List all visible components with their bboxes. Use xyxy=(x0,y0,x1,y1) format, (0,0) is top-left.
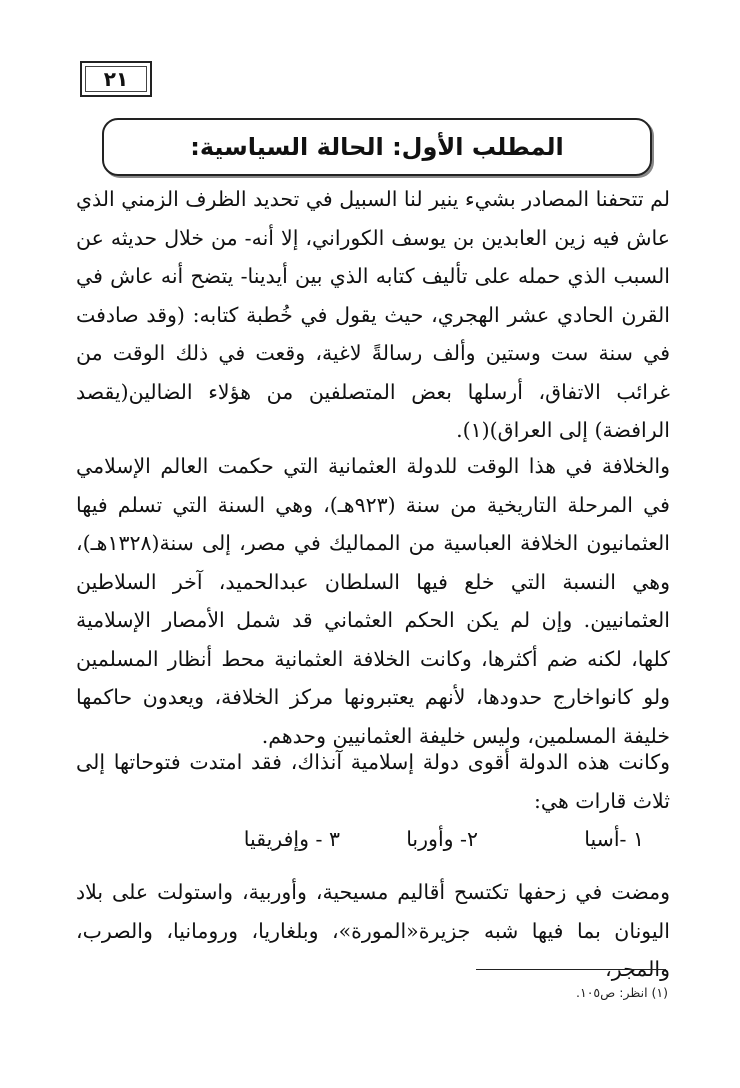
page-number-box xyxy=(80,61,152,97)
section-title-box xyxy=(102,118,652,176)
continents-list xyxy=(76,823,670,861)
footnote: (١) انظر: ص١٠٥. xyxy=(576,985,668,1000)
page-number: ٢١ xyxy=(103,67,129,91)
continent-asia: ١ -أسيا xyxy=(584,827,644,851)
paragraph-2: والخلافة في هذا الوقت للدولة العثمانية التي حكمت العالم الإسلامي في المرحلة التاريخية من سنة (٩٢٣هـ)، وهي السنة التي تسلم فيها العثمانيون الخلافة العباسية من المماليك في مصر، إلى سنة(١٣٢٨هـ)، وهي النسبة التي خلع فيها السلطان عبدالحميد، آخر السلاطين العثمانيين. وإن لم يكن الحكم العثماني قد شمل الأمصار الإسلامية كلها، لكنه ضم أكثرها، وكانت الخلافة العثمانية محط أنظار المسلمين ولو كانواخارج حدودها، لأنهم يعتبرونها مركز الخلافة، ويعدون حاكمها خليفة المسلمين، وليس خليفة العثمانيين وحدهم. xyxy=(76,454,670,748)
paragraph-4: ومضت في زحفها تكتسح أقاليم مسيحية، وأوربية، واستولت على بلاد اليونان بما فيها شبه جزيرة«المورة»، وبلغاريا، ورومانيا، والصرب، والمجر، xyxy=(76,880,670,981)
continent-europe: ٢- وأوربا xyxy=(406,827,478,851)
footnote-divider xyxy=(476,969,666,970)
continent-africa: ٣ - وإفريقيا xyxy=(243,827,340,851)
paragraph-1: لم تتحفنا المصادر بشيء ينير لنا السبيل في تحديد الظرف الزمني الذي عاش فيه زين العابدين بن يوسف الكوراني، إلا أنه- من خلال حديثه عن السبب الذي حمله على تأليف كتابه الذي بين أيدينا- يتضح أنه عاش في القرن الحادي عشر الهجري، حيث يقول في خُطبة كتابه: (وقد صادفت في سنة ست وستين وألف رسالةً لاغية، وقعت في ذلك الوقت من غرائب الاتفاق، أرسلها بعض المتصلفين من هؤلاء الضالين(يقصد الرافضة) إلى العراق)(١). xyxy=(76,187,670,442)
paragraph-3: وكانت هذه الدولة أقوى دولة إسلامية آنذاك، فقد امتدت فتوحاتها إلى ثلاث قارات هي: xyxy=(76,750,670,813)
section-title: المطلب الأول: الحالة السياسية: xyxy=(190,133,564,161)
